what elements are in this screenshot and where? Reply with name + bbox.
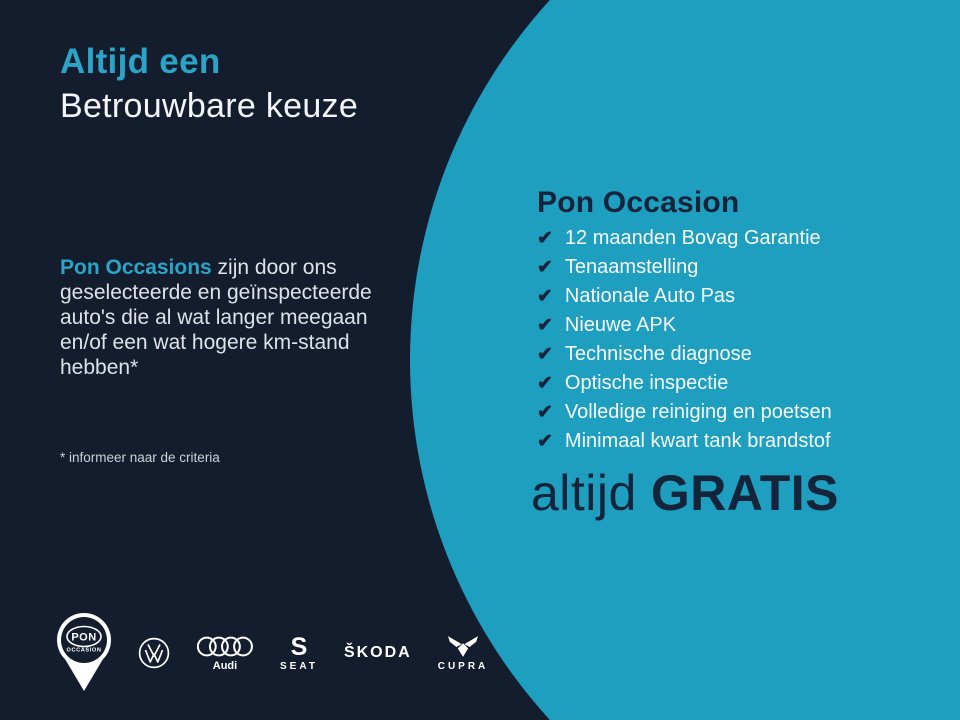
checklist-item [537,227,937,256]
headline-accent-line: Altijd een [60,42,221,81]
benefits-panel [537,186,937,459]
checklist-item-label: Nieuwe APK [564,314,677,336]
check-icon: ✔ [537,431,553,452]
checklist-item-label: Volledige reiniging en poetsen [564,401,832,423]
checklist-item [537,285,937,314]
check-icon: ✔ [537,373,553,394]
benefits-checklist [537,227,937,459]
tagline-bold: GRATIS [650,465,840,521]
panel-title: Pon Occasion [537,186,740,219]
brand-logo-strip [56,612,488,694]
check-icon: ✔ [537,228,553,249]
cupra-logo [438,635,489,672]
headline [60,40,358,128]
tagline [531,464,839,522]
cupra-label: CUPRA [437,660,489,672]
skoda-wordmark: ŠKODA [343,644,412,661]
body-copy [60,255,460,380]
checklist-item-label: Technische diagnose [564,343,752,365]
check-icon: ✔ [537,344,553,365]
seat-label: SEAT [280,660,318,672]
checklist-item [537,401,937,430]
volkswagen-logo [138,637,170,669]
audi-rings-icon [196,635,254,658]
seat-logo [280,635,318,672]
body-line-2: geselecteerde en geïnspecteerde [60,281,372,304]
checklist-item-label: Tenaamstelling [564,256,699,278]
svg-text:S: S [290,634,308,658]
checklist-item [537,256,937,285]
pon-occasion-pin-icon [56,612,112,694]
seat-s-icon [287,635,311,658]
checklist-item-label: Minimaal kwart tank brandstof [564,430,831,452]
check-icon: ✔ [537,286,553,307]
check-icon: ✔ [537,257,553,278]
occasion-logo-text: OCCASION [66,647,102,654]
body-line-3: auto's die al wat langer meegaan [60,306,368,329]
cupra-emblem-icon [447,635,479,658]
checklist-item [537,430,937,459]
body-line-5: hebben* [60,356,139,379]
tagline-normal: altijd [531,465,637,521]
body-line-4: en/of een wat hogere km-stand [60,331,350,354]
checklist-item [537,343,937,372]
body-line-1-rest: zijn door ons [211,256,337,279]
skoda-logo [344,644,412,662]
headline-white-line: Betrouwbare keuze [60,87,359,125]
footnote: * informeer naar de criteria [60,450,220,465]
pon-logo-text: PON [71,631,97,644]
vw-roundel-icon [138,637,170,669]
check-icon: ✔ [537,315,553,336]
checklist-item [537,314,937,343]
checklist-item-label: Nationale Auto Pas [564,285,736,307]
checklist-item-label: Optische inspectie [564,372,729,394]
checklist-item [537,372,937,401]
body-lead: Pon Occasions [60,256,212,279]
checklist-item-label: 12 maanden Bovag Garantie [564,227,821,249]
pon-occasion-logo [56,612,112,694]
check-icon: ✔ [537,402,553,423]
audi-label: Audi [212,659,238,672]
audi-logo [196,635,254,672]
body-line-1 [60,255,460,280]
